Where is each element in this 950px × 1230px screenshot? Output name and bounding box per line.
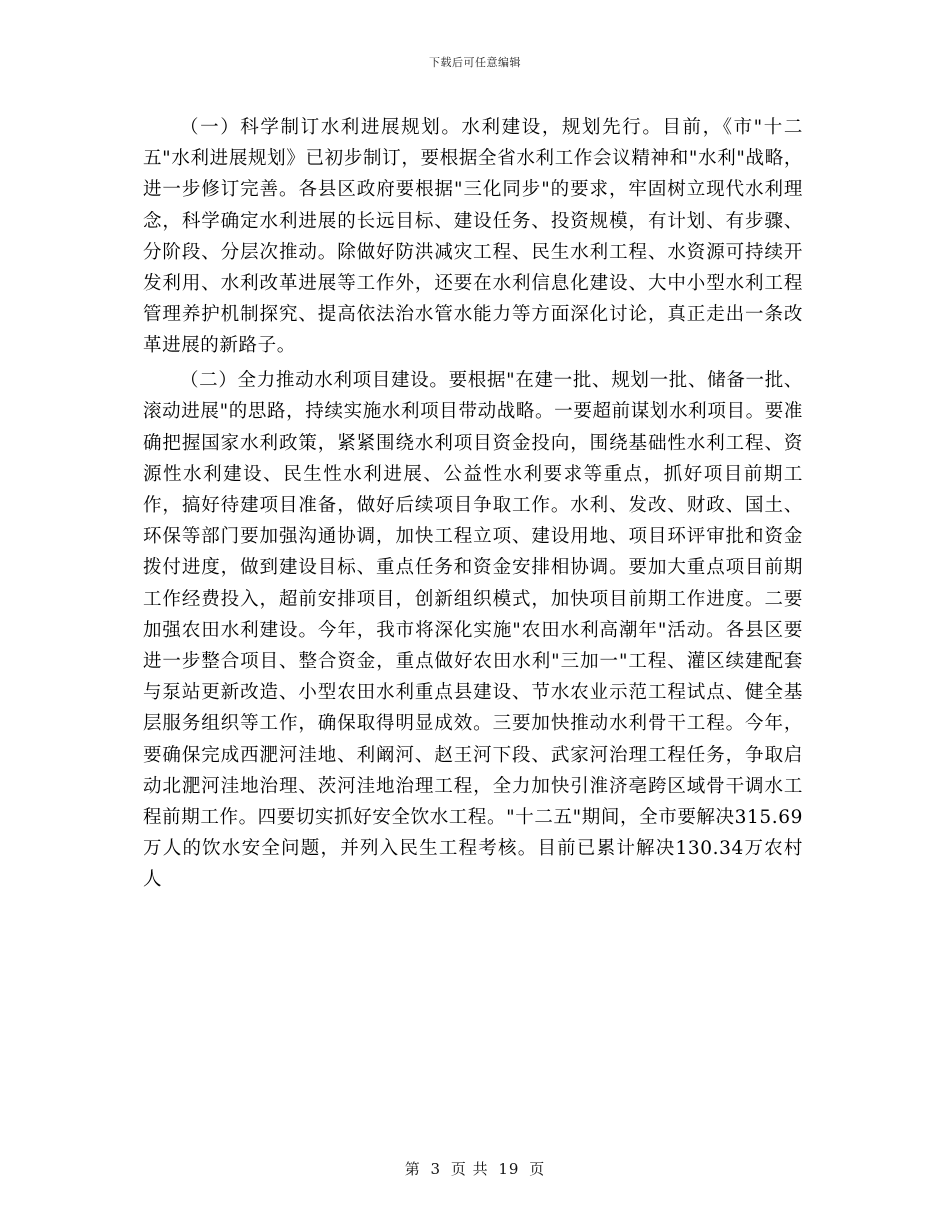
header-note: 下载后可任意编辑 — [429, 56, 521, 69]
page-number-footer — [0, 1158, 950, 1179]
paragraph-2: （二）全力推动水利项目建设。要根据"在建一批、规划一批、储备一批、滚动进展"的思路，持续实施水利项目带动战略。一要超前谋划水利项目。要准确把握国家水利政策，紧紧围绕水利项目资金投向，围绕基础性水利工程、资源性水利建设、民生性水利进展、公益性水利要求等重点，抓好项目前期工作，搞好待建项目准备，做好后续项目争取工作。水利、发改、财政、国土、环保等部门要加强沟通协调，加快工程立项、建设用地、项目环评审批和资金拨付进度，做到建设目标、重点任务和资金安排相协调。要加大重点项目前期工作经费投入，超前安排项目，创新组织模式，加快项目前期工作进度。二要加强农田水利建设。今年，我市将深化实施"农田水利高潮年"活动。各县区要进一步整合项目、整合资金，重点做好农田水利"三加一"工程、灌区续建配套与泵站更新改造、小型农田水利重点县建设、节水农业示范工程试点、健全基层服务组织等工作，确保取得明显成效。三要加快推动水利骨干工程。今年，要确保完成西淝河洼地、利阚河、赵王河下段、武家河治理工程任务，争取启动北淝河洼地治理、茨河洼地治理工程，全力加快引淮济亳跨区域骨干调水工程前期工作。四要切实抓好安全饮水工程。"十二五"期间，全市要解决315.69万人的饮水安全问题，并列入民生工程考核。目前已累计解决130.34万农村人 — [143, 370, 803, 891]
page-mid-text: 页 共 — [450, 1160, 489, 1178]
body-text — [143, 112, 803, 896]
current-page-number: 3 — [430, 1160, 442, 1178]
total-pages-number: 19 — [498, 1160, 520, 1178]
paragraph-1: （一）科学制订水利进展规划。水利建设，规划先行。目前，《市"十二五"水利进展规划》已初步制订，要根据全省水利工作会议精神和"水利"战略，进一步修订完善。各县区政府要根据"三化同步"的要求，牢固树立现代水利理念，科学确定水利进展的长远目标、建设任务、投资规模，有计划、有步骤、分阶段、分层次推动。除做好防洪减灾工程、民生水利工程、水资源可持续开发利用、水利改革进展等工作外，还要在水利信息化建设、大中小型水利工程管理养护机制探究、提高依法治水管水能力等方面深化讨论，真正走出一条改革进展的新路子。 — [143, 117, 803, 357]
page-suffix: 页 — [529, 1160, 546, 1178]
page-prefix: 第 — [404, 1160, 421, 1178]
